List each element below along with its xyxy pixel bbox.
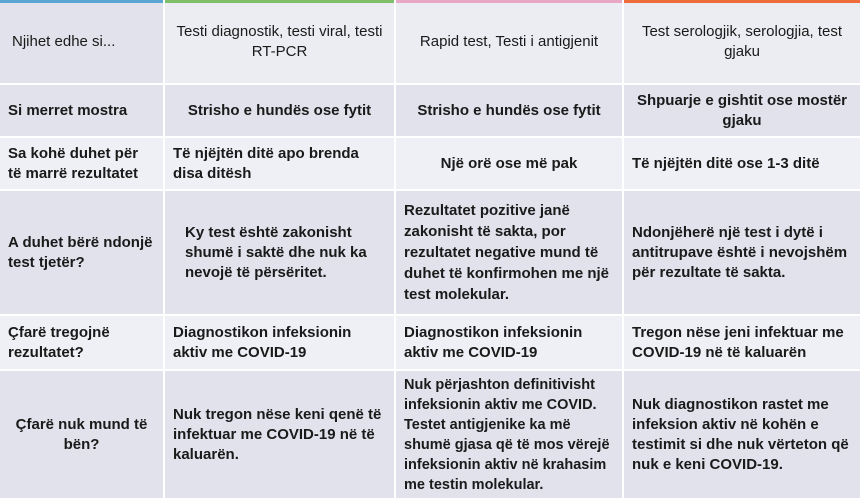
header-label: Njihet edhe si...	[12, 32, 116, 50]
cell-text: Strisho e hundës ose fytit	[187, 101, 372, 119]
cell-text: Si merret mostra	[8, 101, 128, 119]
header-label: Testi diagnostik, testi viral, testi RT-PCR	[176, 22, 383, 60]
cell-time-antigen	[396, 138, 624, 191]
header-label: Rapid test, Testi i antigjenit	[419, 32, 599, 50]
cell-followup-antigen	[396, 191, 624, 316]
cell-text: Tregon nëse jeni infektuar me COVID-19 në të kaluarën	[632, 323, 844, 361]
cell-text: Diagnostikon infeksionin aktiv me COVID-19	[404, 323, 583, 361]
row-label-sample	[0, 85, 165, 138]
cell-text: Çfarë nuk mund të bën?	[15, 415, 148, 453]
cell-text: Një orë ose më pak	[440, 154, 578, 172]
cell-sample-molecular	[165, 85, 396, 138]
cell-text: Çfarë tregojnë rezultatet?	[8, 323, 110, 361]
cell-text: Ky test është zakonisht shumë i saktë dhe nuk ka nevojë të përsëritet.	[185, 223, 367, 281]
cell-text: Shpuarje e gishtit ose mostër gjaku	[636, 91, 848, 129]
cell-limits-antigen	[396, 371, 624, 500]
row-label-followup	[0, 191, 165, 316]
cell-text: Nuk diagnostikon rastet me infeksion aktiv në kohën e testimit si dhe nuk vërteton që nuk e keni COVID-19.	[632, 395, 849, 473]
cell-text: Strisho e hundës ose fytit	[417, 101, 601, 119]
header-label: Test serologjik, serologjia, test gjaku	[641, 22, 843, 60]
cell-followup-molecular	[165, 191, 396, 316]
cell-time-antibody	[624, 138, 860, 191]
cell-text: Sa kohë duhet për të marrë rezultatet	[8, 144, 139, 182]
cell-sample-antibody	[624, 85, 860, 138]
cell-results-antigen	[396, 316, 624, 371]
row-label-limits	[0, 371, 165, 500]
cell-text: Të njëjtën ditë apo brenda disa ditësh	[173, 144, 359, 182]
row-label-results	[0, 316, 165, 371]
cell-text: Nuk tregon nëse keni qenë të infektuar me COVID-19 në të kaluarën.	[173, 405, 382, 463]
header-cell-antigen	[396, 0, 624, 85]
cell-text: Nuk përjashton definitivisht infeksionin aktiv me COVID. Testet antigjenike ka më shumë gjasa që të mos vërejë infeksionin aktiv në krahasim me testin molekular.	[404, 376, 610, 493]
header-stripe	[165, 0, 394, 3]
cell-time-molecular	[165, 138, 396, 191]
cell-limits-molecular	[165, 371, 396, 500]
cell-text: Rezultatet pozitive janë zakonisht të sakta, por rezultatet negative mund të duhet të konfirmohen me një test molekular.	[404, 202, 610, 303]
cell-text: Diagnostikon infeksionin aktiv me COVID-19	[173, 323, 352, 361]
header-stripe	[624, 0, 860, 3]
header-cell-known-as	[0, 0, 165, 85]
header-stripe	[396, 0, 622, 3]
cell-text: Të njëjtën ditë ose 1-3 ditë	[632, 154, 820, 172]
cell-results-antibody	[624, 316, 860, 371]
cell-sample-antigen	[396, 85, 624, 138]
cell-text: Ndonjëherë një test i dytë i antitrupave është i nevojshëm për rezultate të sakta.	[632, 223, 848, 281]
header-cell-antibody	[624, 0, 860, 85]
cell-limits-antibody	[624, 371, 860, 500]
cell-followup-antibody	[624, 191, 860, 316]
cell-results-molecular	[165, 316, 396, 371]
cell-text: A duhet bërë ndonjë test tjetër?	[8, 233, 153, 271]
header-stripe	[0, 0, 163, 3]
header-cell-molecular	[165, 0, 396, 85]
row-label-time	[0, 138, 165, 191]
